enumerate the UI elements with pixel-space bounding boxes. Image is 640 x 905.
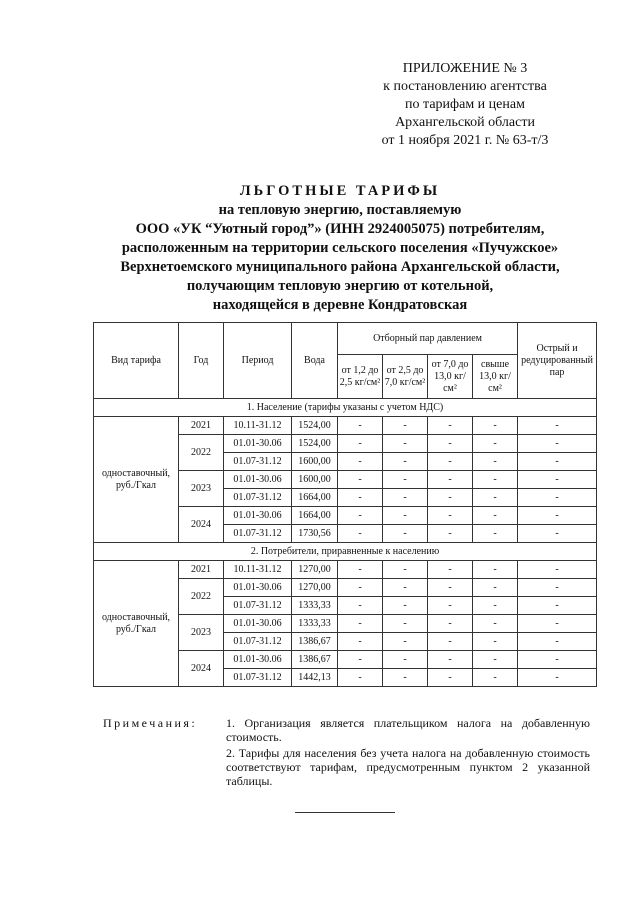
empty-value-cell: - bbox=[473, 417, 518, 435]
title-line: расположенным на территории сельского поселения «Пучужское» bbox=[121, 240, 559, 256]
empty-value-cell: - bbox=[428, 453, 473, 471]
header-tariff-type: Вид тарифа bbox=[94, 323, 179, 399]
water-tariff-cell: 1524,00 bbox=[292, 435, 338, 453]
period-cell: 01.07-31.12 bbox=[224, 633, 292, 651]
period-cell: 01.01-30.06 bbox=[224, 471, 292, 489]
empty-value-cell: - bbox=[428, 507, 473, 525]
empty-value-cell: - bbox=[338, 669, 383, 687]
period-cell: 01.01-30.06 bbox=[224, 615, 292, 633]
empty-value-cell: - bbox=[518, 453, 597, 471]
period-cell: 10.11-31.12 bbox=[224, 561, 292, 579]
empty-value-cell: - bbox=[383, 471, 428, 489]
empty-value-cell: - bbox=[383, 669, 428, 687]
empty-value-cell: - bbox=[518, 435, 597, 453]
appendix-line: Архангельской области bbox=[395, 115, 535, 130]
water-tariff-cell: 1664,00 bbox=[292, 489, 338, 507]
year-cell: 2022 bbox=[179, 435, 224, 471]
title-line: Верхнетоемского муниципального района Архангельской области, bbox=[120, 259, 560, 275]
appendix-line: по тарифам и ценам bbox=[405, 97, 525, 112]
period-cell: 01.07-31.12 bbox=[224, 489, 292, 507]
year-cell: 2021 bbox=[179, 561, 224, 579]
empty-value-cell: - bbox=[428, 489, 473, 507]
empty-value-cell: - bbox=[338, 579, 383, 597]
water-tariff-cell: 1664,00 bbox=[292, 507, 338, 525]
empty-value-cell: - bbox=[518, 651, 597, 669]
water-tariff-cell: 1442,13 bbox=[292, 669, 338, 687]
empty-value-cell: - bbox=[338, 615, 383, 633]
empty-value-cell: - bbox=[428, 525, 473, 543]
water-tariff-cell: 1600,00 bbox=[292, 453, 338, 471]
empty-value-cell: - bbox=[518, 507, 597, 525]
empty-value-cell: - bbox=[383, 435, 428, 453]
period-cell: 01.01-30.06 bbox=[224, 507, 292, 525]
water-tariff-cell: 1333,33 bbox=[292, 615, 338, 633]
empty-value-cell: - bbox=[338, 651, 383, 669]
appendix-date: от 1 ноября 2021 г. № 63-т/3 bbox=[381, 133, 549, 148]
water-tariff-cell: 1333,33 bbox=[292, 597, 338, 615]
header-water: Вода bbox=[292, 323, 338, 399]
empty-value-cell: - bbox=[383, 453, 428, 471]
empty-value-cell: - bbox=[383, 651, 428, 669]
title-line: на тепловую энергию, поставляемую bbox=[218, 202, 462, 218]
empty-value-cell: - bbox=[473, 651, 518, 669]
period-cell: 01.07-31.12 bbox=[224, 597, 292, 615]
empty-value-cell: - bbox=[473, 669, 518, 687]
empty-value-cell: - bbox=[473, 507, 518, 525]
empty-value-cell: - bbox=[518, 633, 597, 651]
empty-value-cell: - bbox=[473, 471, 518, 489]
water-tariff-cell: 1386,67 bbox=[292, 633, 338, 651]
section-header: 2. Потребители, приравненные к населению bbox=[94, 543, 597, 561]
tariff-table bbox=[93, 322, 597, 687]
period-cell: 01.01-30.06 bbox=[224, 435, 292, 453]
header-sharp-steam: Острый и редуцированный пар bbox=[518, 323, 597, 399]
empty-value-cell: - bbox=[383, 525, 428, 543]
appendix-line: к постановлению агентства bbox=[383, 79, 547, 94]
empty-value-cell: - bbox=[383, 489, 428, 507]
header-steam-4: свыше 13,0 кг/см² bbox=[473, 355, 518, 399]
empty-value-cell: - bbox=[428, 651, 473, 669]
water-tariff-cell: 1386,67 bbox=[292, 651, 338, 669]
empty-value-cell: - bbox=[428, 471, 473, 489]
year-cell: 2024 bbox=[179, 651, 224, 687]
empty-value-cell: - bbox=[473, 489, 518, 507]
year-cell: 2022 bbox=[179, 579, 224, 615]
empty-value-cell: - bbox=[428, 615, 473, 633]
empty-value-cell: - bbox=[518, 489, 597, 507]
table-row bbox=[94, 561, 597, 579]
empty-value-cell: - bbox=[518, 525, 597, 543]
empty-value-cell: - bbox=[338, 435, 383, 453]
end-rule bbox=[295, 812, 395, 813]
document-title bbox=[90, 182, 590, 315]
empty-value-cell: - bbox=[428, 633, 473, 651]
year-cell: 2023 bbox=[179, 615, 224, 651]
water-tariff-cell: 1270,00 bbox=[292, 579, 338, 597]
empty-value-cell: - bbox=[383, 417, 428, 435]
empty-value-cell: - bbox=[383, 633, 428, 651]
empty-value-cell: - bbox=[473, 453, 518, 471]
header-steam-2: от 2,5 до 7,0 кг/см² bbox=[383, 355, 428, 399]
header-steam: Отборный пар давлением bbox=[338, 323, 518, 355]
period-cell: 10.11-31.12 bbox=[224, 417, 292, 435]
empty-value-cell: - bbox=[338, 525, 383, 543]
tariff-type-cell: одноставочный, руб./Гкал bbox=[94, 561, 179, 687]
empty-value-cell: - bbox=[338, 597, 383, 615]
empty-value-cell: - bbox=[383, 507, 428, 525]
empty-value-cell: - bbox=[383, 615, 428, 633]
header-steam-3: от 7,0 до 13,0 кг/см² bbox=[428, 355, 473, 399]
period-cell: 01.01-30.06 bbox=[224, 579, 292, 597]
empty-value-cell: - bbox=[338, 471, 383, 489]
empty-value-cell: - bbox=[473, 561, 518, 579]
period-cell: 01.01-30.06 bbox=[224, 651, 292, 669]
empty-value-cell: - bbox=[428, 435, 473, 453]
empty-value-cell: - bbox=[518, 417, 597, 435]
empty-value-cell: - bbox=[518, 669, 597, 687]
empty-value-cell: - bbox=[338, 507, 383, 525]
empty-value-cell: - bbox=[428, 579, 473, 597]
water-tariff-cell: 1270,00 bbox=[292, 561, 338, 579]
empty-value-cell: - bbox=[473, 435, 518, 453]
empty-value-cell: - bbox=[473, 525, 518, 543]
period-cell: 01.07-31.12 bbox=[224, 453, 292, 471]
note-item: 2. Тарифы для населения без учета налога на добавленную стоимость соответствуют тарифам, предусмотренным пунктом 2 указанной таблицы. bbox=[226, 746, 590, 788]
empty-value-cell: - bbox=[473, 615, 518, 633]
period-cell: 01.07-31.12 bbox=[224, 669, 292, 687]
empty-value-cell: - bbox=[338, 633, 383, 651]
empty-value-cell: - bbox=[338, 417, 383, 435]
water-tariff-cell: 1730,56 bbox=[292, 525, 338, 543]
empty-value-cell: - bbox=[383, 597, 428, 615]
empty-value-cell: - bbox=[383, 561, 428, 579]
empty-value-cell: - bbox=[473, 579, 518, 597]
year-cell: 2021 bbox=[179, 417, 224, 435]
water-tariff-cell: 1600,00 bbox=[292, 471, 338, 489]
empty-value-cell: - bbox=[338, 561, 383, 579]
title-line: ООО «УК “Уютный город”» (ИНН 2924005075) потребителям, bbox=[135, 221, 545, 237]
title-line: получающим тепловую энергию от котельной, bbox=[186, 278, 494, 294]
year-cell: 2024 bbox=[179, 507, 224, 543]
section-header: 1. Население (тарифы указаны с учетом НДС) bbox=[94, 399, 597, 417]
empty-value-cell: - bbox=[473, 597, 518, 615]
header-steam-1: от 1,2 до 2,5 кг/см² bbox=[338, 355, 383, 399]
title-main: ЛЬГОТНЫЕ ТАРИФЫ bbox=[239, 183, 441, 199]
empty-value-cell: - bbox=[428, 417, 473, 435]
appendix-header bbox=[360, 60, 570, 150]
empty-value-cell: - bbox=[338, 489, 383, 507]
header-year: Год bbox=[179, 323, 224, 399]
empty-value-cell: - bbox=[518, 561, 597, 579]
empty-value-cell: - bbox=[473, 633, 518, 651]
appendix-number: ПРИЛОЖЕНИЕ № 3 bbox=[402, 61, 528, 76]
empty-value-cell: - bbox=[518, 471, 597, 489]
title-line: находящейся в деревне Кондратовская bbox=[212, 297, 468, 313]
period-cell: 01.07-31.12 bbox=[224, 525, 292, 543]
tariff-type-cell: одноставочный, руб./Гкал bbox=[94, 417, 179, 543]
empty-value-cell: - bbox=[428, 669, 473, 687]
empty-value-cell: - bbox=[428, 561, 473, 579]
table-row bbox=[94, 417, 597, 435]
note-item: 1. Организация является плательщиком налога на добавленную стоимость. bbox=[226, 716, 590, 744]
empty-value-cell: - bbox=[518, 615, 597, 633]
year-cell: 2023 bbox=[179, 471, 224, 507]
empty-value-cell: - bbox=[428, 597, 473, 615]
empty-value-cell: - bbox=[518, 597, 597, 615]
empty-value-cell: - bbox=[383, 579, 428, 597]
empty-value-cell: - bbox=[518, 579, 597, 597]
water-tariff-cell: 1524,00 bbox=[292, 417, 338, 435]
notes-label: Примечания: bbox=[103, 716, 198, 730]
empty-value-cell: - bbox=[338, 453, 383, 471]
header-period: Период bbox=[224, 323, 292, 399]
